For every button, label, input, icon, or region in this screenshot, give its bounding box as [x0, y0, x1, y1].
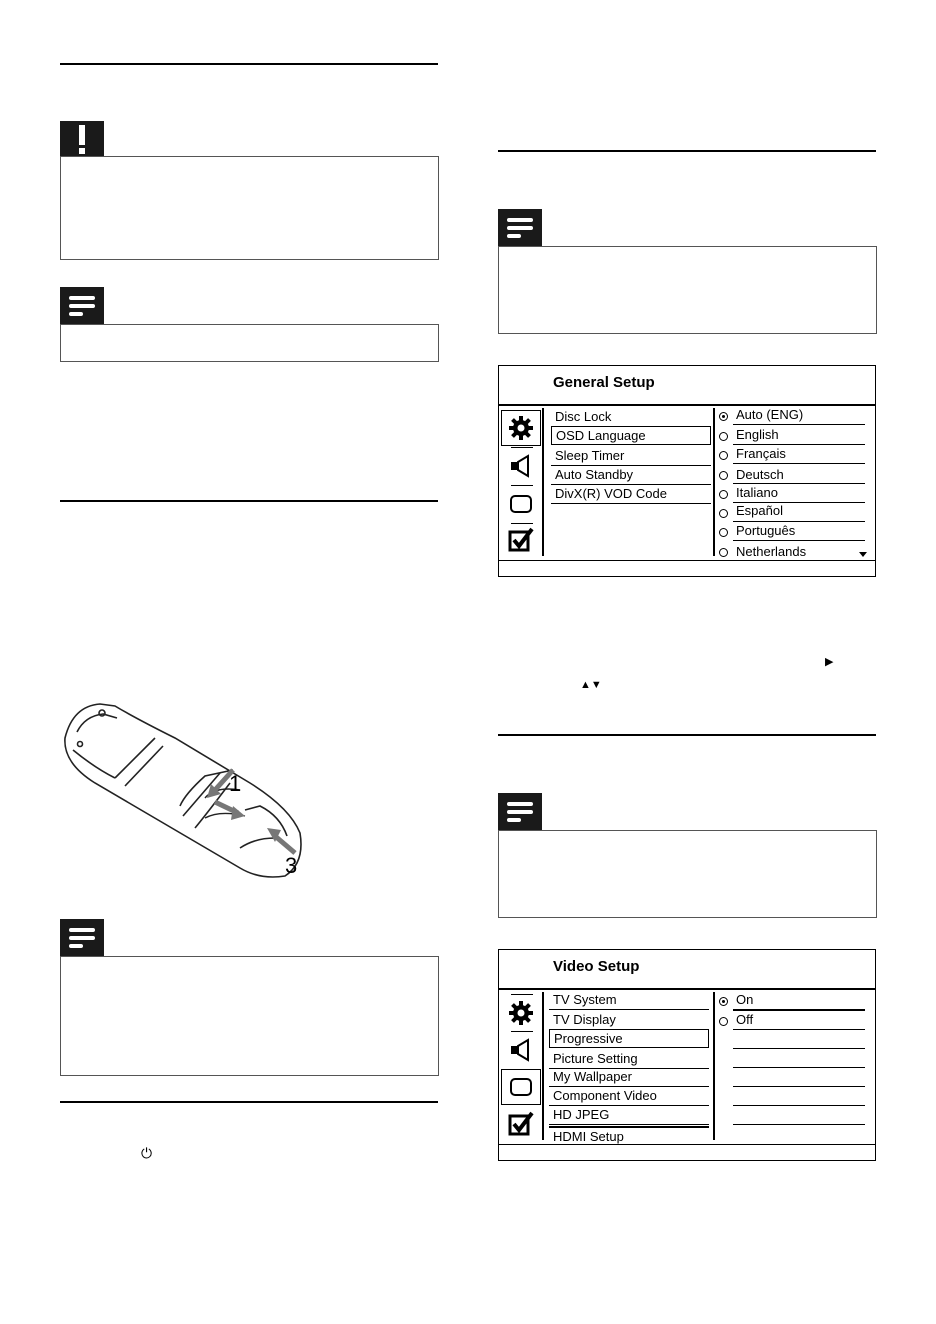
menu-item-hd-jpeg[interactable]: HD JPEG: [549, 1106, 709, 1125]
section-rule: [60, 63, 438, 65]
caution-box: [60, 156, 439, 260]
checkbox-icon[interactable]: [501, 1106, 541, 1142]
note-icon: [60, 287, 104, 325]
speaker-icon[interactable]: [501, 1032, 541, 1068]
checkbox-icon[interactable]: [501, 522, 541, 558]
note-box: [60, 324, 439, 362]
screen-icon[interactable]: [501, 486, 541, 522]
option-label[interactable]: Français: [736, 446, 786, 461]
radio-unselected[interactable]: [719, 509, 728, 518]
icon-column: [501, 408, 541, 558]
radio-unselected[interactable]: [719, 490, 728, 499]
option-label[interactable]: Italiano: [736, 485, 778, 500]
general-setup-panel: [498, 365, 876, 577]
menu-item-auto-standby[interactable]: Auto Standby: [551, 466, 711, 485]
option-label[interactable]: Español: [736, 503, 783, 518]
gear-icon[interactable]: [501, 410, 541, 446]
menu-item-osd-language[interactable]: OSD Language: [551, 426, 711, 445]
settings-menu: [549, 991, 713, 1143]
radio-unselected[interactable]: [719, 432, 728, 441]
note-icon: [60, 919, 104, 957]
option-label[interactable]: English: [736, 427, 779, 442]
options-list: [719, 406, 867, 560]
radio-unselected[interactable]: [719, 528, 728, 537]
panel-title: General Setup: [553, 374, 655, 391]
option-label[interactable]: Off: [736, 1012, 754, 1027]
power-icon: ⏻: [141, 1145, 153, 1161]
icon-column: [501, 992, 541, 1142]
note-icon: [498, 209, 542, 247]
gear-icon[interactable]: [501, 995, 541, 1031]
remote-battery-illustration: [55, 698, 315, 883]
menu-item-sleep-timer[interactable]: Sleep Timer: [551, 447, 711, 466]
section-rule: [60, 1101, 438, 1103]
radio-unselected[interactable]: [719, 471, 728, 480]
option-label[interactable]: Auto (ENG): [736, 407, 804, 422]
menu-item-component-video[interactable]: Component Video: [549, 1087, 709, 1106]
radio-unselected[interactable]: [719, 548, 728, 557]
up-down-arrows-icon: ▲▼: [580, 679, 602, 691]
menu-item-disc-lock[interactable]: Disc Lock: [551, 408, 711, 427]
menu-item-tv-display[interactable]: TV Display: [549, 1011, 709, 1030]
exclamation-icon: [79, 125, 85, 145]
option-label[interactable]: Português: [736, 523, 796, 538]
scroll-down-icon[interactable]: [859, 552, 867, 557]
caution-tab: [60, 121, 104, 157]
option-label[interactable]: On: [736, 992, 754, 1007]
option-label[interactable]: Deutsch: [736, 467, 784, 482]
menu-item-progressive[interactable]: Progressive: [549, 1029, 709, 1048]
screen-icon[interactable]: [501, 1069, 541, 1105]
radio-unselected[interactable]: [719, 451, 728, 460]
note-box: [498, 830, 877, 918]
note-box: [498, 246, 877, 334]
options-list: [719, 991, 867, 1143]
section-rule: [498, 150, 876, 152]
radio-selected[interactable]: [719, 412, 728, 421]
section-rule: [498, 734, 876, 736]
callout-3: 3: [285, 853, 298, 878]
panel-title: Video Setup: [553, 958, 640, 975]
right-arrow-icon: ▶: [825, 656, 834, 668]
menu-item-tv-system[interactable]: TV System: [549, 991, 709, 1010]
callout-1: 1: [229, 771, 242, 796]
note-icon: [498, 793, 542, 831]
speaker-icon[interactable]: [501, 448, 541, 484]
note-box: [60, 956, 439, 1076]
settings-menu: [551, 408, 713, 558]
menu-item-picture-setting[interactable]: Picture Setting: [549, 1050, 709, 1069]
option-label[interactable]: Netherlands: [736, 544, 807, 559]
menu-item-hdmi-setup[interactable]: HDMI Setup: [549, 1126, 709, 1145]
menu-item-divx-vod-code[interactable]: DivX(R) VOD Code: [551, 485, 711, 504]
section-rule: [60, 500, 438, 502]
radio-unselected[interactable]: [719, 1017, 728, 1026]
video-setup-panel: [498, 949, 876, 1161]
radio-selected[interactable]: [719, 997, 728, 1006]
menu-item-my-wallpaper[interactable]: My Wallpaper: [549, 1068, 709, 1087]
